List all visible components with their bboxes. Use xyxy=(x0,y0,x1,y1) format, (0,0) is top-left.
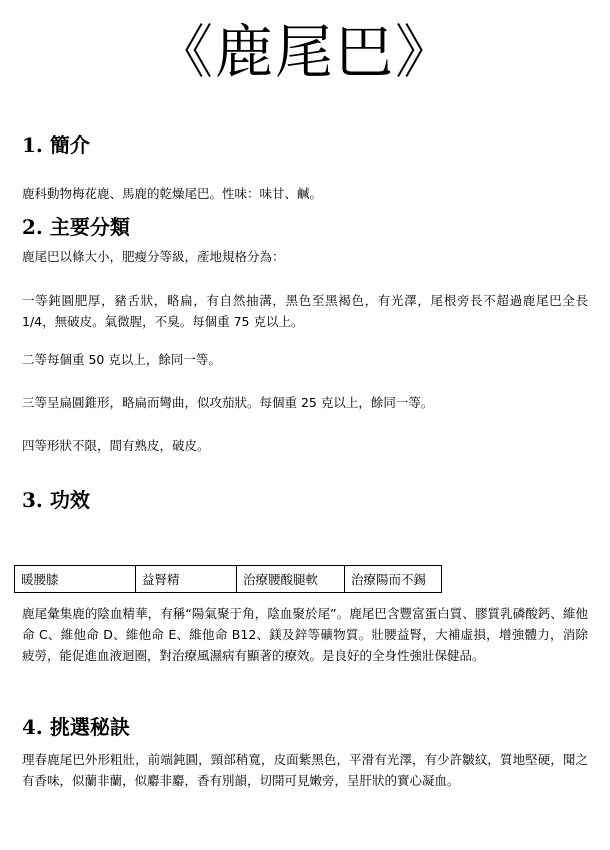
table-cell: 益腎精 xyxy=(136,566,237,593)
grade-one-paragraph: 一等鈍圓肥厚，豬舌狀，略扁，有自然抽溝，黑色至黑褐色，有光澤，尾根旁長不超過鹿尾巴全長 1/4，無破皮。氣微腥，不臭。每個重 75 克以上。 xyxy=(22,293,588,329)
section-heading-intro: 1. 簡介 xyxy=(22,133,90,157)
section-heading-selection: 4. 挑選秘訣 xyxy=(22,715,130,739)
classification-intro-paragraph: 鹿尾巴以條大小，肥瘦分等級，產地規格分為： xyxy=(22,249,285,264)
grade-two-paragraph: 二等每個重 50 克以上，餘同一等。 xyxy=(22,352,221,367)
effects-table xyxy=(14,565,442,593)
intro-paragraph: 鹿科動物梅花鹿、馬鹿的乾燥尾巴。性味：味甘、鹹。 xyxy=(22,186,323,201)
section-heading-effects: 3. 功效 xyxy=(22,488,90,512)
effects-paragraph: 鹿尾彙集鹿的陰血精華，有稱“陽氣聚于角，陰血聚於尾”。鹿尾巴含豐富蛋白質、膠質乳磷酸鈣、維他命 C、維他命 D、維他命 E、維他命 B12、鎂及鋅等礦物質。壯腰益腎，大補虛損，增強體力，消除疲勞，能促進血液迴圈，對治療風濕病有顯著的療效。是良好的全身性強壯保健品。 xyxy=(22,606,588,663)
table-row xyxy=(15,566,442,593)
table-cell: 治療腰酸腿軟 xyxy=(237,566,345,593)
grade-three-paragraph: 三等呈扁圓錐形，略扁而彎曲，似攻茄狀。每個重 25 克以上，餘同一等。 xyxy=(22,395,434,410)
document-title: 《鹿尾巴》 xyxy=(154,18,455,86)
table-cell: 治療陽而不錫 xyxy=(345,566,442,593)
selection-paragraph: 理春鹿尾巴外形粗壯，前端鈍圓，頸部稍寬，皮面紫黑色，平滑有光澤，有少許皺紋，質地堅硬，聞之有香味，似蘭非蘭，似麝非麝，香有別韻，切開可見嫩旁，呈肝狀的實心凝血。 xyxy=(22,752,588,788)
grade-four-paragraph: 四等形狀不限，間有熟皮，破皮。 xyxy=(22,438,210,453)
section-heading-classification: 2. 主要分類 xyxy=(22,215,130,239)
table-cell: 暖腰膝 xyxy=(15,566,136,593)
